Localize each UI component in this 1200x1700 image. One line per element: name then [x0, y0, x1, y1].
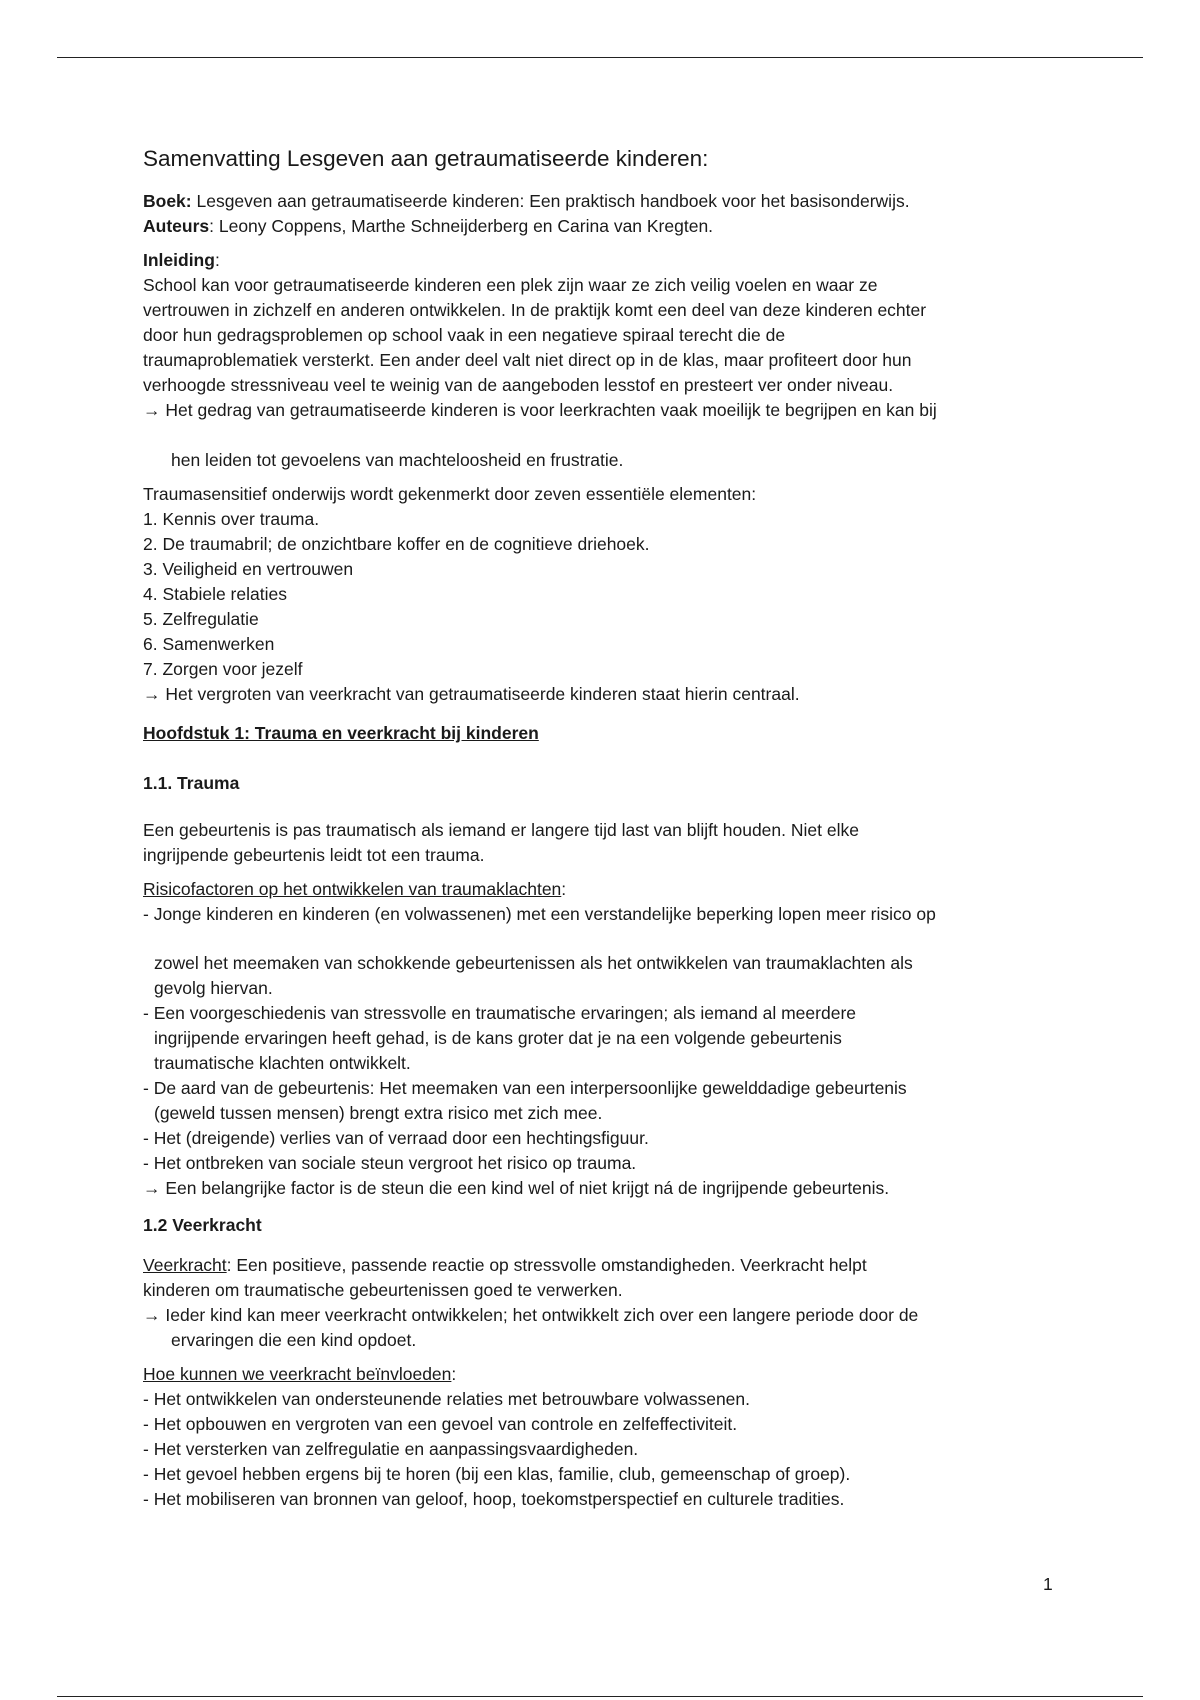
authors-value: : Leony Coppens, Marthe Schneijderberg en Carina van Kregten. — [209, 216, 714, 236]
authors-line — [143, 214, 1083, 239]
risk-heading-label: Risicofactoren op het ontwikkelen van traumaklachten — [143, 879, 562, 899]
elements-arrow-line: → Het vergroten van veerkracht van getraumatiseerde kinderen staat hierin centraal. — [143, 684, 800, 704]
list-item: 6. Samenwerken — [143, 634, 275, 654]
list-item: 7. Zorgen voor jezelf — [143, 659, 303, 679]
risk-arrow-line: → Een belangrijke factor is de steun die een kind wel of niet krijgt ná de ingrijpende gebeurtenis. — [143, 1178, 890, 1198]
list-item: 2. De traumabril; de onzichtbare koffer en de cognitieve driehoek. — [143, 534, 650, 554]
risk-item-continuation: zowel het meemaken van schokkende gebeurtenissen als het ontwikkelen van traumaklachten als — [154, 953, 913, 973]
risk-item: - Het ontbreken van sociale steun vergroot het risico op trauma. — [143, 1153, 637, 1173]
book-label: Boek: — [143, 191, 192, 211]
resilience-def-text: : Een positieve, passende reactie op stressvolle omstandigheden. Veerkracht helpt — [226, 1255, 867, 1275]
influence-heading-label: Hoe kunnen we veerkracht beïnvloeden — [143, 1364, 452, 1384]
intro-line: verhoogde stressniveau veel te weinig van de aangeboden lesstof en presteert ver onder niveau. — [143, 375, 894, 395]
list-item: 4. Stabiele relaties — [143, 584, 287, 604]
resilience-definition — [143, 1253, 1083, 1278]
trauma-line: Een gebeurtenis is pas traumatisch als iemand er langere tijd last van blijft houden. Niet elke — [143, 820, 859, 840]
section-heading-trauma: 1.1. Trauma — [143, 773, 240, 793]
list-item: 3. Veiligheid en vertrouwen — [143, 559, 354, 579]
intro-heading — [143, 248, 1083, 273]
influence-heading — [143, 1362, 1083, 1387]
risk-item: - Het (dreigende) verlies van of verraad door een hechtingsfiguur. — [143, 1128, 649, 1148]
influence-colon: : — [451, 1364, 457, 1384]
influence-item: - Het gevoel hebben ergens bij te horen (bij een klas, familie, club, gemeenschap of groep). — [143, 1464, 851, 1484]
resilience-def-line: kinderen om traumatische gebeurtenissen goed te verwerken. — [143, 1280, 623, 1300]
document-page — [143, 145, 1083, 1512]
influence-item: - Het opbouwen en vergroten van een gevoel van controle en zelfeffectiviteit. — [143, 1414, 738, 1434]
document-title: Samenvatting Lesgeven aan getraumatiseerde kinderen: — [143, 146, 709, 171]
elements-intro: Traumasensitief onderwijs wordt gekenmerkt door zeven essentiële elementen: — [143, 484, 757, 504]
influence-item: - Het mobiliseren van bronnen van geloof, hoop, toekomstperspectief en culturele tradities. — [143, 1489, 845, 1509]
risk-colon: : — [561, 879, 567, 899]
influence-item: - Het versterken van zelfregulatie en aanpassingsvaardigheden. — [143, 1439, 639, 1459]
risk-item-continuation: traumatische klachten ontwikkelt. — [154, 1053, 411, 1073]
intro-colon: : — [214, 250, 220, 270]
risk-item: - De aard van de gebeurtenis: Het meemaken van een interpersoonlijke gewelddadige gebeurtenis — [143, 1078, 907, 1098]
intro-line: School kan voor getraumatiseerde kinderen een plek zijn waar ze zich veilig voelen en waar ze — [143, 275, 878, 295]
list-item: 5. Zelfregulatie — [143, 609, 259, 629]
risk-item: - Een voorgeschiedenis van stressvolle en traumatische ervaringen; als iemand al meerdere — [143, 1003, 857, 1023]
authors-label: Auteurs — [143, 216, 210, 236]
chapter-heading: Hoofdstuk 1: Trauma en veerkracht bij kinderen — [143, 723, 539, 743]
risk-item: - Jonge kinderen en kinderen (en volwassenen) met een verstandelijke beperking lopen meer risico op — [143, 904, 936, 924]
risk-item-continuation: gevolg hiervan. — [154, 978, 273, 998]
intro-line: door hun gedragsproblemen op school vaak in een negatieve spiraal terecht die de — [143, 325, 786, 345]
book-line — [143, 189, 1083, 214]
footer-rule — [57, 1696, 1143, 1697]
resilience-arrow-line: → Ieder kind kan meer veerkracht ontwikkelen; het ontwikkelt zich over een langere periode door de — [143, 1305, 919, 1325]
book-value: Lesgeven aan getraumatiseerde kinderen: Een praktisch handboek voor het basisonderwijs. — [191, 191, 910, 211]
risk-item-continuation: ingrijpende ervaringen heeft gehad, is de kans groter dat je na een volgende gebeurtenis — [154, 1028, 842, 1048]
intro-arrow-line: → Het gedrag van getraumatiseerde kinderen is voor leerkrachten vaak moeilijk te begrijpen en kan bij — [143, 400, 937, 420]
intro-line: vertrouwen in zichzelf en anderen ontwikkelen. In de praktijk komt een deel van deze kinderen echter — [143, 300, 927, 320]
resilience-arrow-continuation: ervaringen die een kind opdoet. — [171, 1330, 417, 1350]
page-number: 1 — [1043, 1574, 1053, 1594]
risk-item-continuation: (geweld tussen mensen) brengt extra risico met zich mee. — [154, 1103, 603, 1123]
header-rule — [57, 57, 1143, 58]
intro-arrow-continuation: hen leiden tot gevoelens van machteloosheid en frustratie. — [171, 450, 624, 470]
section-heading-veerkracht: 1.2 Veerkracht — [143, 1215, 262, 1235]
resilience-term: Veerkracht — [143, 1255, 227, 1275]
list-item: 1. Kennis over trauma. — [143, 509, 320, 529]
risk-heading — [143, 877, 1083, 902]
influence-item: - Het ontwikkelen van ondersteunende relaties met betrouwbare volwassenen. — [143, 1389, 751, 1409]
trauma-line: ingrijpende gebeurtenis leidt tot een trauma. — [143, 845, 485, 865]
intro-line: traumaproblematiek versterkt. Een ander deel valt niet direct op in de klas, maar profiteert door hun — [143, 350, 912, 370]
intro-label: Inleiding — [143, 250, 215, 270]
